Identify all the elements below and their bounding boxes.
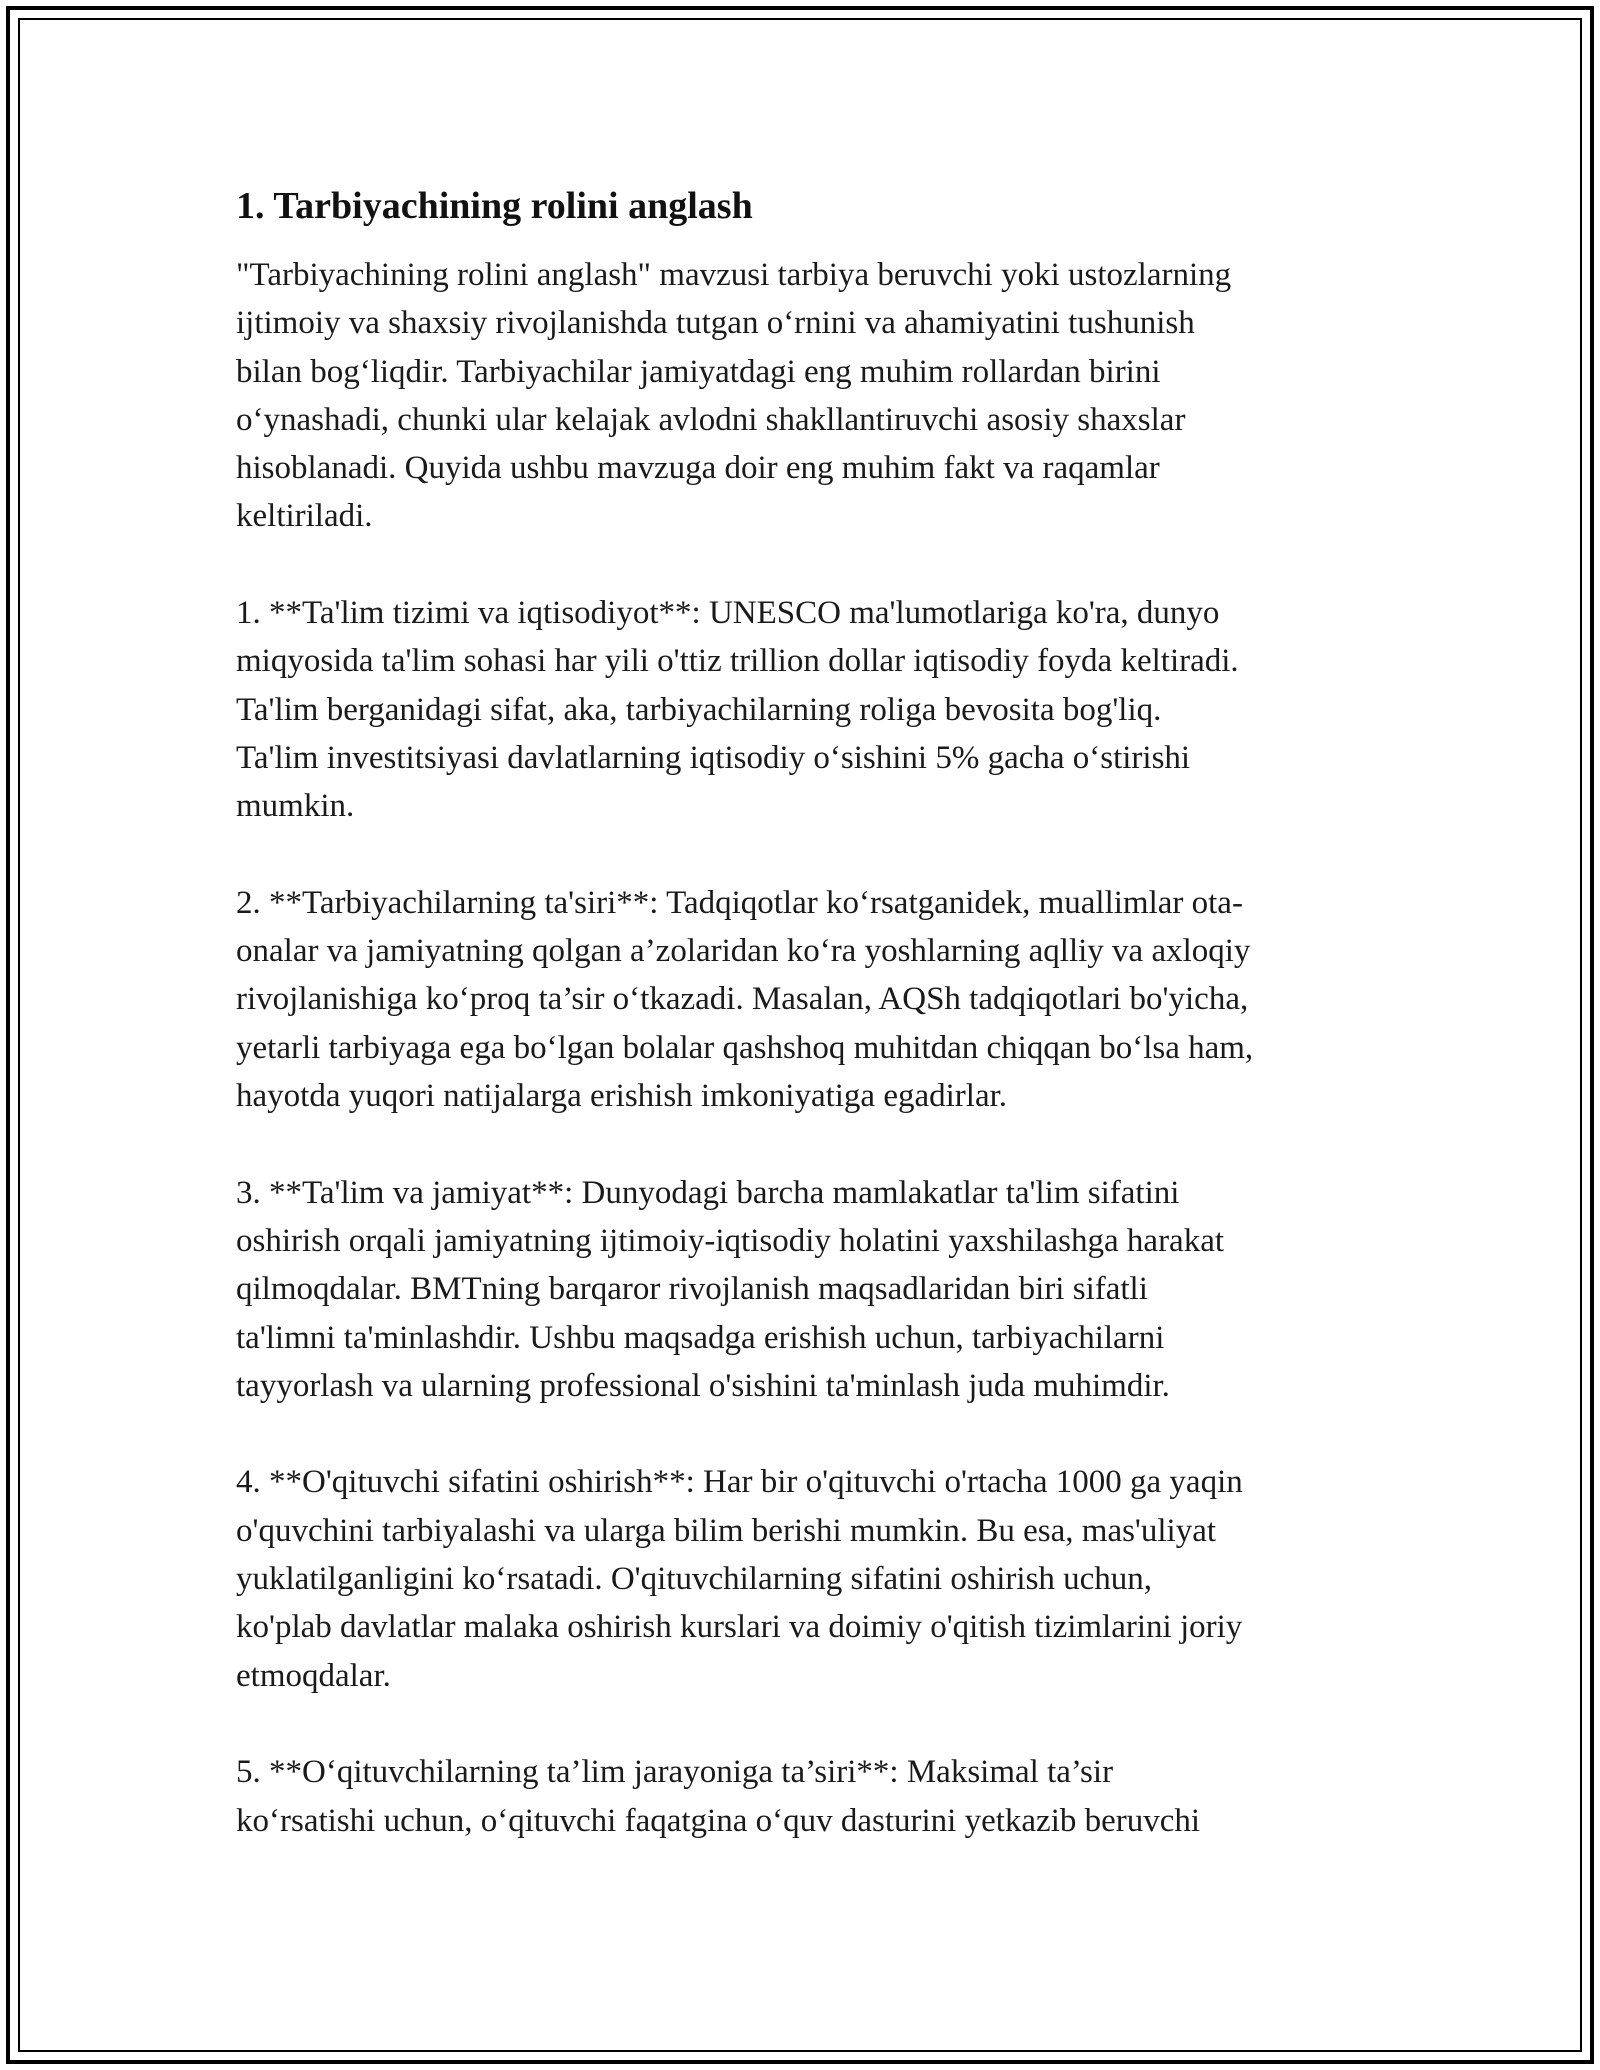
- section-title: 1. Tarbiyachining rolini anglash: [236, 185, 753, 227]
- point-2-paragraph: 2. **Tarbiyachilarning ta'siri**: Tadqiqotlar ko‘rsatganidek, muallimlar ota- onalar va jamiyatning qolgan a’zolaridan ko‘ra yoshlarning aqlliy va axloqiy rivojlanishiga ko‘proq ta’sir o‘tkazadi. Masalan, AQSh tadqiqotlari bo'yicha, yetarli tarbiyaga ega bo‘lgan bolalar qashshoq muhitdan chiqqan bo‘lsa ham, hayotda yuqori natijalarga erishish imkoniyatiga egadirlar.: [236, 884, 1254, 1115]
- point-3-paragraph: 3. **Ta'lim va jamiyat**: Dunyodagi barcha mamlakatlar ta'lim sifatini oshirish orqali jamiyatning ijtimoiy-iqtisodiy holatini yaxshilashga harakat qilmoqdalar. BMTning barqaror rivojlanish maqsadlaridan biri sifatli ta'limni ta'minlashdir. Ushbu maqsadga erishish uchun, tarbiyachilarni tayyorlash va ularning professional o'sishini ta'minlash juda muhimdir.: [236, 1174, 1225, 1404]
- point-4-paragraph: 4. **O'qituvchi sifatini oshirish**: Har bir o'qituvchi o'rtacha 1000 ga yaqin o'quvchini tarbiyalashi va ularga bilim berishi mumkin. Bu esa, mas'uliyat yuklatilganligini ko‘rsatadi. O'qituvchilarning sifatini oshirish uchun, ko'plab davlatlar malaka oshirish kurslari va doimiy o'qitish tizimlarini joriy etmoqdalar.: [236, 1464, 1243, 1694]
- intro-paragraph: "Tarbiyachining rolini anglash" mavzusi tarbiya beruvchi yoki ustozlarning ijtimoiy va shaxsiy rivojlanishda tutgan o‘rnini va ahamiyatini tushunish bilan bog‘liqdir. Tarbiyachilar jamiyatdagi eng muhim rollardan birini o‘ynashadi, chunki ular kelajak avlodni shakllantiruvchi asosiy shaxslar hisoblanadi. Quyida ushbu mavzuga doir eng muhim fakt va raqamlar keltiriladi.: [236, 257, 1232, 535]
- point-5-paragraph: 5. **O‘qituvchilarning ta’lim jarayoniga ta’siri**: Maksimal ta’sir ko‘rsatishi uchun, o‘qituvchi faqatgina o‘quv dasturini yetkazib beruvchi: [236, 1754, 1201, 1839]
- document-body: [236, 183, 1376, 1893]
- point-1-paragraph: 1. **Ta'lim tizimi va iqtisodiyot**: UNESCO ma'lumotlariga ko'ra, dunyo miqyosida ta'lim sohasi har yili o'ttiz trillion dollar iqtisodiy foyda keltiradi. Ta'lim berganidagi sifat, aka, tarbiyachilarning roliga bevosita bog'liq. Ta'lim investitsiyasi davlatlarning iqtisodiy o‘sishini 5% gacha o‘stirishi mumkin.: [236, 595, 1239, 825]
